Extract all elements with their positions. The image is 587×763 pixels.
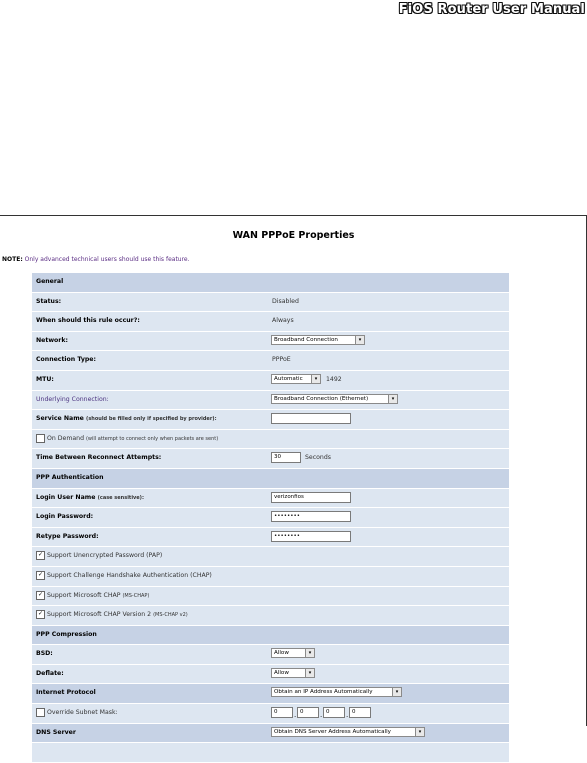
network-row	[32, 332, 509, 352]
dns-select[interactable]	[271, 727, 425, 737]
mschap2-hint: (MS-CHAP v2)	[153, 612, 188, 619]
service-row	[32, 410, 509, 430]
reconnect-row	[32, 449, 509, 469]
mask-dot: .	[320, 711, 323, 720]
underlying-row	[32, 391, 509, 411]
password-row	[32, 508, 509, 528]
mtu-select-value: Automatic	[274, 375, 303, 382]
chevron-down-icon: ▾	[355, 336, 364, 344]
status-value: Disabled	[272, 297, 299, 305]
underlying-select-value: Broadband Connection (Ethernet)	[274, 395, 369, 402]
rule-row	[32, 312, 509, 332]
reconnect-input[interactable]: 30	[271, 452, 301, 463]
mask-octet-1[interactable]: 0	[271, 707, 293, 718]
mtu-number: 1492	[326, 375, 342, 383]
connection-type-value: PPPoE	[272, 356, 291, 364]
username-row	[32, 489, 509, 509]
retype-password-row	[32, 528, 509, 548]
mtu-label: MTU:	[36, 375, 54, 383]
deflate-label: Deflate:	[36, 669, 64, 677]
on-demand-checkbox[interactable]	[36, 434, 45, 443]
mask-octet-4[interactable]: 0	[349, 707, 371, 718]
mask-octet-3[interactable]: 0	[323, 707, 345, 718]
pap-row	[32, 547, 509, 567]
underlying-select[interactable]	[271, 394, 398, 404]
section-heading: General	[36, 278, 64, 285]
service-name-input[interactable]	[271, 413, 351, 424]
note	[2, 256, 190, 263]
mschap2-text: Support Microsoft CHAP Version 2	[47, 611, 152, 619]
section-dns-server	[32, 724, 509, 744]
chevron-down-icon: ▾	[311, 375, 320, 383]
chevron-down-icon: ▾	[415, 728, 424, 736]
mschap-row	[32, 587, 509, 607]
connection-type-label: Connection Type:	[36, 356, 96, 364]
router-screenshot	[0, 215, 587, 736]
chevron-down-icon: ▾	[305, 669, 314, 677]
username-label	[36, 494, 144, 501]
chevron-down-icon: ▾	[305, 649, 314, 657]
ip-select-value: Obtain an IP Address Automatically	[274, 689, 373, 696]
retype-password-label: Retype Password:	[36, 532, 99, 540]
section-heading: PPP Authentication	[36, 473, 104, 481]
note-text: Only advanced technical users should use this feature.	[24, 256, 190, 263]
chap-label: Support Challenge Handshake Authentication (CHAP)	[47, 571, 212, 579]
rule-label: When should this rule occur?:	[36, 317, 140, 325]
note-prefix: NOTE:	[2, 256, 23, 263]
rule-value: Always	[272, 317, 294, 325]
chap-row	[32, 567, 509, 587]
bsd-select[interactable]	[271, 648, 315, 658]
deflate-row	[32, 665, 509, 685]
status-row	[32, 293, 509, 313]
override-mask-label: Override Subnet Mask:	[47, 709, 118, 717]
pap-checkbox[interactable]: ✓	[37, 551, 44, 559]
underlying-label: Underlying Connection:	[36, 395, 109, 403]
ip-select[interactable]	[271, 687, 402, 697]
page-title: WAN PPPoE Properties	[232, 230, 355, 241]
connection-type-row	[32, 351, 509, 371]
on-demand-text: On Demand	[47, 434, 84, 442]
section-heading: DNS Server	[36, 728, 76, 736]
section-internet-protocol	[32, 684, 509, 704]
network-select[interactable]	[271, 335, 365, 345]
table-row	[32, 743, 509, 763]
properties-table	[32, 273, 509, 763]
reconnect-label: Time Between Reconnect Attempts:	[36, 454, 162, 462]
section-heading: PPP Compression	[36, 630, 97, 638]
section-general	[32, 273, 509, 293]
on-demand-hint: (will attempt to connect only when packets are sent)	[85, 435, 219, 442]
mschap-checkbox[interactable]: ✓	[37, 590, 44, 598]
on-demand-label	[47, 435, 218, 442]
password-label: Login Password:	[36, 513, 94, 521]
pap-label: Support Unencrypted Password (PAP)	[47, 552, 163, 560]
mschap2-row	[32, 606, 509, 626]
username-hint: (case sensitive):	[97, 494, 144, 501]
reconnect-unit: Seconds	[305, 454, 331, 462]
bsd-select-value: Allow	[274, 650, 289, 657]
section-authentication	[32, 469, 509, 489]
service-label	[36, 415, 217, 422]
section-heading: Internet Protocol	[36, 689, 96, 697]
mask-dot: .	[294, 711, 297, 720]
username-input[interactable]: verizonfios	[271, 492, 351, 503]
mschap-label	[47, 592, 149, 599]
mschap2-label	[47, 611, 188, 618]
status-label: Status:	[36, 297, 62, 305]
bsd-row	[32, 645, 509, 665]
mschap-text: Support Microsoft CHAP	[47, 591, 121, 599]
on-demand-row	[32, 430, 509, 450]
mtu-row	[32, 371, 509, 391]
network-select-value: Broadband Connection	[274, 336, 338, 343]
service-label-text: Service Name	[36, 415, 84, 423]
mtu-select[interactable]	[271, 374, 321, 384]
document-header: FiOS Router User Manual	[398, 2, 585, 17]
dns-select-value: Obtain DNS Server Address Automatically	[274, 728, 391, 735]
service-hint: (should be filled only if specified by provider):	[86, 416, 217, 423]
network-label: Network:	[36, 336, 68, 344]
deflate-select-value: Allow	[274, 669, 289, 676]
mschap2-checkbox[interactable]: ✓	[37, 610, 44, 618]
deflate-select[interactable]	[271, 668, 315, 678]
mschap-hint: (MS-CHAP)	[122, 592, 150, 599]
retype-password-input[interactable]: ••••••••	[271, 531, 351, 542]
chap-checkbox[interactable]: ✓	[37, 570, 44, 578]
override-mask-row	[32, 704, 509, 724]
override-mask-checkbox[interactable]	[36, 708, 45, 717]
username-label-text: Login User Name	[36, 493, 96, 501]
section-compression	[32, 626, 509, 646]
chevron-down-icon: ▾	[388, 395, 397, 403]
bsd-label: BSD:	[36, 650, 53, 658]
mask-octet-2[interactable]: 0	[297, 707, 319, 718]
password-input[interactable]: ••••••••	[271, 511, 351, 522]
mask-dot: .	[346, 711, 349, 720]
chevron-down-icon: ▾	[392, 688, 401, 696]
